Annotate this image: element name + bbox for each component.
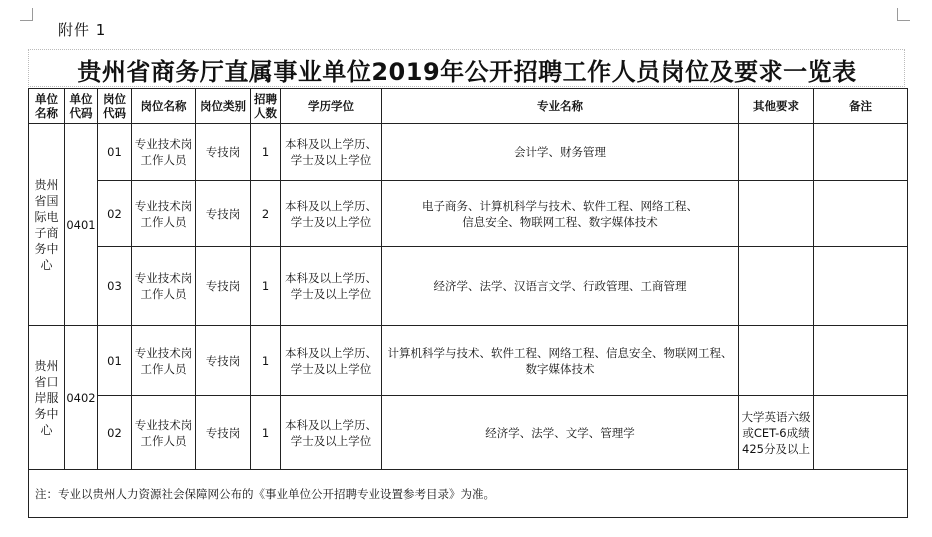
table-row <box>29 124 908 181</box>
note-row <box>29 470 908 518</box>
post-code-cell: 01 <box>98 326 132 396</box>
post-type-cell: 专技岗 <box>196 396 251 470</box>
unit-name-cell: 贵州省口岸服务中心 <box>29 326 65 470</box>
quota-cell: 2 <box>251 181 281 247</box>
other-cell <box>739 326 814 396</box>
header-row <box>29 89 908 124</box>
header-post-type: 岗位类别 <box>196 89 251 124</box>
post-name-cell: 专业技术岗工作人员 <box>132 124 196 181</box>
recruitment-table <box>28 88 908 518</box>
post-name-cell: 专业技术岗工作人员 <box>132 326 196 396</box>
header-unit-code: 单位代码 <box>65 89 98 124</box>
unit-name-cell: 贵州省国际电子商务中心 <box>29 124 65 326</box>
quota-cell: 1 <box>251 124 281 181</box>
header-major: 专业名称 <box>382 89 739 124</box>
unit-code-cell: 0402 <box>65 326 98 470</box>
document-title: 贵州省商务厅直属事业单位2019年公开招聘工作人员岗位及要求一览表 <box>77 57 857 86</box>
remark-cell <box>814 326 908 396</box>
other-cell: 大学英语六级或CET-6成绩425分及以上 <box>739 396 814 470</box>
remark-cell <box>814 124 908 181</box>
post-type-cell: 专技岗 <box>196 326 251 396</box>
other-cell <box>739 124 814 181</box>
annex-label: 附件 1 <box>58 21 107 39</box>
remark-cell <box>814 247 908 326</box>
crop-mark-top-right <box>897 8 910 21</box>
post-name-cell: 专业技术岗工作人员 <box>132 247 196 326</box>
table-row <box>29 326 908 396</box>
post-type-cell: 专技岗 <box>196 124 251 181</box>
table-row <box>29 247 908 326</box>
table-row <box>29 396 908 470</box>
post-type-cell: 专技岗 <box>196 181 251 247</box>
post-code-cell: 03 <box>98 247 132 326</box>
footnote: 注：专业以贵州人力资源社会保障网公布的《事业单位公开招聘专业设置参考目录》为准。 <box>29 470 908 518</box>
post-type-cell: 专技岗 <box>196 247 251 326</box>
quota-cell: 1 <box>251 247 281 326</box>
header-remark: 备注 <box>814 89 908 124</box>
education-cell: 本科及以上学历、学士及以上学位 <box>281 396 382 470</box>
header-other: 其他要求 <box>739 89 814 124</box>
education-cell: 本科及以上学历、学士及以上学位 <box>281 326 382 396</box>
major-cell: 计算机科学与技术、软件工程、网络工程、信息安全、物联网工程、数字媒体技术 <box>382 326 739 396</box>
post-code-cell: 02 <box>98 396 132 470</box>
major-cell: 经济学、法学、文学、管理学 <box>382 396 739 470</box>
quota-cell: 1 <box>251 326 281 396</box>
other-cell <box>739 181 814 247</box>
major-cell: 会计学、财务管理 <box>382 124 739 181</box>
major-cell: 经济学、法学、汉语言文学、行政管理、工商管理 <box>382 247 739 326</box>
post-name-cell: 专业技术岗工作人员 <box>132 181 196 247</box>
header-quota: 招聘人数 <box>251 89 281 124</box>
table-row <box>29 181 908 247</box>
major-cell: 电子商务、计算机科学与技术、软件工程、网络工程、信息安全、物联网工程、数字媒体技术 <box>382 181 739 247</box>
remark-cell <box>814 181 908 247</box>
header-post-code: 岗位代码 <box>98 89 132 124</box>
other-cell <box>739 247 814 326</box>
education-cell: 本科及以上学历、学士及以上学位 <box>281 247 382 326</box>
header-post-name: 岗位名称 <box>132 89 196 124</box>
post-name-cell: 专业技术岗工作人员 <box>132 396 196 470</box>
education-cell: 本科及以上学历、学士及以上学位 <box>281 124 382 181</box>
header-education: 学历学位 <box>281 89 382 124</box>
crop-mark-top-left <box>20 8 33 21</box>
unit-code-cell: 0401 <box>65 124 98 326</box>
post-code-cell: 01 <box>98 124 132 181</box>
remark-cell <box>814 396 908 470</box>
header-unit-name: 单位名称 <box>29 89 65 124</box>
post-code-cell: 02 <box>98 181 132 247</box>
quota-cell: 1 <box>251 396 281 470</box>
education-cell: 本科及以上学历、学士及以上学位 <box>281 181 382 247</box>
